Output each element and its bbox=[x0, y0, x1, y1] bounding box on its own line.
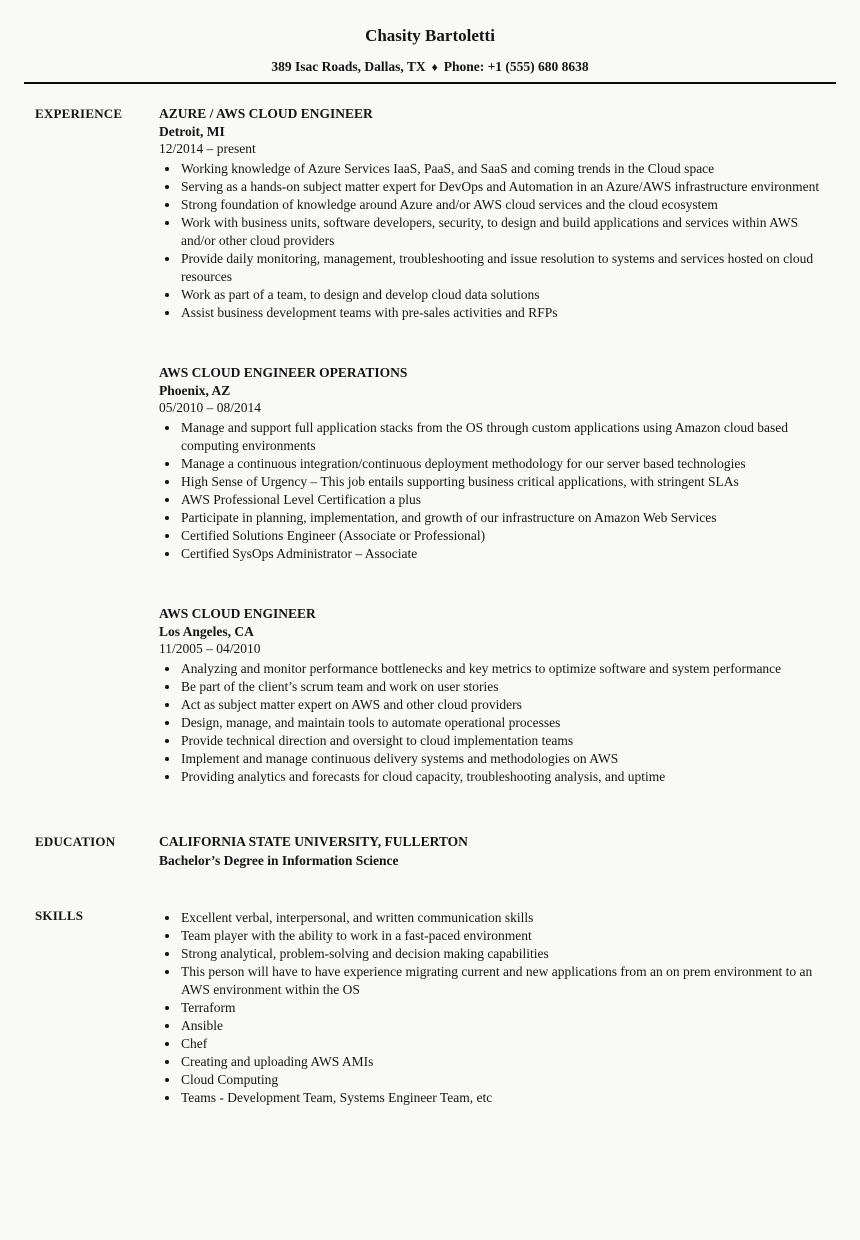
job-bullet: • Certified Solutions Engineer (Associate or Professional) bbox=[180, 527, 835, 545]
skill-bullet: • Team player with the ability to work in a fast-paced environment bbox=[180, 927, 835, 945]
job-bullet: • AWS Professional Level Certification a plus bbox=[180, 491, 835, 509]
contact-address: 389 Isac Roads, Dallas, TX bbox=[271, 59, 426, 74]
person-name: Chasity Bartoletti bbox=[365, 26, 495, 45]
job-bullet: • Manage a continuous integration/continuous deployment methodology for our server based technologies bbox=[180, 455, 835, 473]
job-entry-aws-cloud-engineer-operations bbox=[159, 363, 835, 563]
section-label-skills: SKILLS bbox=[35, 908, 84, 923]
job-location: Detroit, MI bbox=[159, 124, 225, 139]
job-bullet: • Certified SysOps Administrator – Associate bbox=[180, 545, 835, 563]
job-bullet: • High Sense of Urgency – This job entails supporting business critical applications, with stringent SLAs bbox=[180, 473, 835, 491]
job-bullet: • Be part of the client’s scrum team and work on user stories bbox=[180, 678, 835, 696]
job-bullet: • Manage and support full application stacks from the OS through custom applications using Amazon cloud based computing environments bbox=[180, 419, 835, 455]
job-location: Los Angeles, CA bbox=[159, 624, 254, 639]
job-bullet: • Working knowledge of Azure Services IaaS, PaaS, and SaaS and coming trends in the Cloud space bbox=[180, 160, 835, 178]
job-bullet-list bbox=[159, 660, 835, 786]
job-bullet: • Provide daily monitoring, management, troubleshooting and issue resolution to systems and services hosted on cloud resources bbox=[180, 250, 835, 286]
job-title: AWS CLOUD ENGINEER bbox=[159, 606, 316, 621]
skill-bullet: • Strong analytical, problem-solving and decision making capabilities bbox=[180, 945, 835, 963]
skill-bullet: • Creating and uploading AWS AMIs bbox=[180, 1053, 835, 1071]
resume-header bbox=[0, 0, 860, 76]
job-bullet: • Implement and manage continuous delivery systems and methodologies on AWS bbox=[180, 750, 835, 768]
school-name: CALIFORNIA STATE UNIVERSITY, FULLERTON bbox=[159, 834, 468, 849]
resume-body bbox=[0, 84, 860, 1107]
job-title: AWS CLOUD ENGINEER OPERATIONS bbox=[159, 365, 408, 380]
job-bullet: • Providing analytics and forecasts for cloud capacity, troubleshooting analysis, and uptime bbox=[180, 768, 835, 786]
job-title: AZURE / AWS CLOUD ENGINEER bbox=[159, 106, 373, 121]
job-bullet-list bbox=[159, 160, 835, 322]
job-dates: 11/2005 – 04/2010 bbox=[159, 641, 261, 656]
job-bullet: • Design, manage, and maintain tools to automate operational processes bbox=[180, 714, 835, 732]
job-dates: 12/2014 – present bbox=[159, 141, 256, 156]
skills-section bbox=[159, 906, 835, 1107]
job-bullet: • Act as subject matter expert on AWS and other cloud providers bbox=[180, 696, 835, 714]
skill-bullet: • This person will have to have experience migrating current and new applications from an on prem environment to an AWS environment within the OS bbox=[180, 963, 835, 999]
section-label-experience: EXPERIENCE bbox=[35, 106, 123, 121]
skill-bullet: • Chef bbox=[180, 1035, 835, 1053]
job-entry-azure-aws-cloud-engineer bbox=[159, 104, 835, 322]
job-bullet: • Participate in planning, implementation, and growth of our infrastructure on Amazon Web Services bbox=[180, 509, 835, 527]
job-bullet: • Serving as a hands-on subject matter expert for DevOps and Automation in an Azure/AWS infrastructure environment bbox=[180, 178, 835, 196]
job-bullet: • Work with business units, software developers, security, to design and build applications and services within AWS and/or other cloud providers bbox=[180, 214, 835, 250]
job-dates: 05/2010 – 08/2014 bbox=[159, 400, 262, 415]
job-bullet-list bbox=[159, 419, 835, 563]
job-entry-aws-cloud-engineer bbox=[159, 604, 835, 786]
job-location: Phoenix, AZ bbox=[159, 383, 231, 398]
job-bullet: • Analyzing and monitor performance bottlenecks and key metrics to optimize software and system performance bbox=[180, 660, 835, 678]
degree-name: Bachelor’s Degree in Information Science bbox=[159, 853, 399, 868]
experience-section bbox=[159, 104, 835, 786]
job-bullet: • Strong foundation of knowledge around Azure and/or AWS cloud services and the cloud ecosystem bbox=[180, 196, 835, 214]
diamond-separator-icon: ♦ bbox=[431, 60, 438, 74]
skills-bullet-list bbox=[159, 909, 835, 1107]
skill-bullet: • Terraform bbox=[180, 999, 835, 1017]
contact-phone: Phone: +1 (555) 680 8638 bbox=[443, 59, 589, 74]
skill-bullet: • Excellent verbal, interpersonal, and written communication skills bbox=[180, 909, 835, 927]
skill-bullet: • Ansible bbox=[180, 1017, 835, 1035]
job-bullet: • Assist business development teams with pre-sales activities and RFPs bbox=[180, 304, 835, 322]
job-bullet: • Provide technical direction and oversight to cloud implementation teams bbox=[180, 732, 835, 750]
job-bullet: • Work as part of a team, to design and develop cloud data solutions bbox=[180, 286, 835, 304]
education-section bbox=[159, 832, 835, 870]
skill-bullet: • Teams - Development Team, Systems Engineer Team, etc bbox=[180, 1089, 835, 1107]
contact-line bbox=[0, 58, 860, 76]
skill-bullet: • Cloud Computing bbox=[180, 1071, 835, 1089]
section-label-education: EDUCATION bbox=[35, 834, 116, 849]
